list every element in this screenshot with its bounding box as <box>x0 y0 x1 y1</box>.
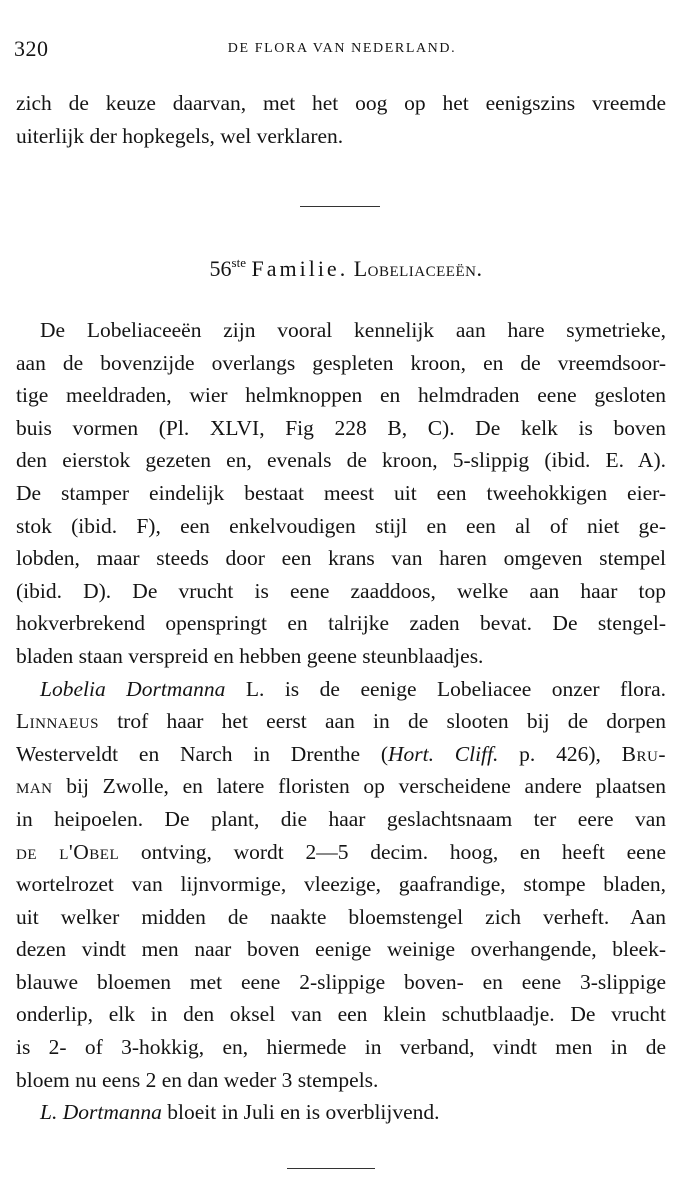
text-line: (ibid. D). De vrucht is eene zaaddoos, welke aan haar top <box>16 578 666 603</box>
citation: Hort. Cliff. <box>388 741 499 766</box>
text-line: de l'Obel ontving, wordt 2—5 decim. hoog, en heeft eene <box>16 839 666 864</box>
running-title: DE FLORA VAN NEDERLAND. <box>227 41 457 56</box>
intro-paragraph <box>16 87 666 152</box>
text-line: De Lobeliaceeën zijn vooral kennelijk aan hare symetrieke, <box>40 318 666 342</box>
text-line: buis vormen (Pl. XLVI, Fig 228 B, C). De kelk is boven <box>16 415 666 440</box>
family-ordinal: ste <box>231 255 246 270</box>
text-line: De stamper eindelijk bestaat meest uit een tweehokkigen eier- <box>16 480 666 505</box>
family-name: Lobeliaceeën. <box>353 256 483 281</box>
species-name: L. Dortmanna <box>40 1100 162 1125</box>
family-number: 56 <box>209 256 232 281</box>
text-line: Linnaeus trof haar het eerst aan in de slooten bij de dorpen <box>16 709 666 734</box>
text-line: is 2- of 3-hokkig, en, hiermede in verband, vindt men in de <box>16 1035 666 1060</box>
author-name: de l'Obel <box>16 839 120 864</box>
text-line: L. Dortmanna bloeit in Juli en is overblijvend. <box>40 1100 440 1125</box>
text-line: uiterlijk der hopkegels, wel verklaren. <box>16 123 344 148</box>
text-line: den eierstok gezeten en, evenals de kroon, 5-slippig (ibid. E. A). <box>16 448 666 473</box>
running-head <box>14 36 654 66</box>
section-divider <box>300 206 380 207</box>
text-line: tige meeldraden, wier helmknoppen en helmdraden eene gesloten <box>16 383 666 408</box>
text-line: in heipoelen. De plant, die haar geslachtsnaam ter eere van <box>16 806 666 831</box>
text-line: onderlip, elk in den oksel van een klein schutblaadje. De vrucht <box>16 1002 666 1027</box>
author-name: Linnaeus <box>16 709 99 734</box>
author-name: Bru- <box>621 741 666 766</box>
family-word: Familie. <box>251 256 349 281</box>
text-line: zich de keuze daarvan, met het oog op het eenigszins vreemde <box>16 91 666 115</box>
text-line: aan de bovenzijde overlangs gespleten kroon, en de vreemdsoor- <box>16 350 666 375</box>
text-line: blauwe bloemen met eene 2-slippige boven- en eene 3-slippige <box>16 969 666 994</box>
text-line: bladen staan verspreid en hebben geene steunblaadjes. <box>16 643 484 668</box>
text-line: hokverbrekend openspringt en talrijke zaden bevat. De stengel- <box>16 611 666 636</box>
family-heading <box>0 255 678 282</box>
section-divider <box>287 1168 375 1169</box>
family-description <box>16 314 666 1129</box>
text-line: dezen vindt men naar boven eenige weinige overhangende, bleek- <box>16 937 666 962</box>
text-line: Lobelia Dortmanna L. is de eenige Lobeliacee onzer flora. <box>40 676 667 701</box>
page-number: 320 <box>14 36 49 61</box>
author-name: man <box>16 774 53 799</box>
text-line: lobden, maar steeds door een krans van haren omgeven stempel <box>16 546 666 571</box>
text-line: stok (ibid. F), een enkelvoudigen stijl en een al of niet ge- <box>16 513 666 538</box>
text-line: wortelrozet van lijnvormige, vleezige, gaafrandige, stompe bladen, <box>16 872 666 897</box>
text-line: uit welker midden de naakte bloemstengel zich verheft. Aan <box>16 904 666 929</box>
text-line: Westerveldt en Narch in Drenthe (Hort. Cliff. p. 426), Bru- <box>16 741 666 766</box>
species-name: Lobelia Dortmanna <box>40 676 226 701</box>
text-line: man bij Zwolle, en latere floristen op verscheidene andere plaatsen <box>16 774 666 799</box>
text-line: bloem nu eens 2 en dan weder 3 stempels. <box>16 1067 379 1092</box>
